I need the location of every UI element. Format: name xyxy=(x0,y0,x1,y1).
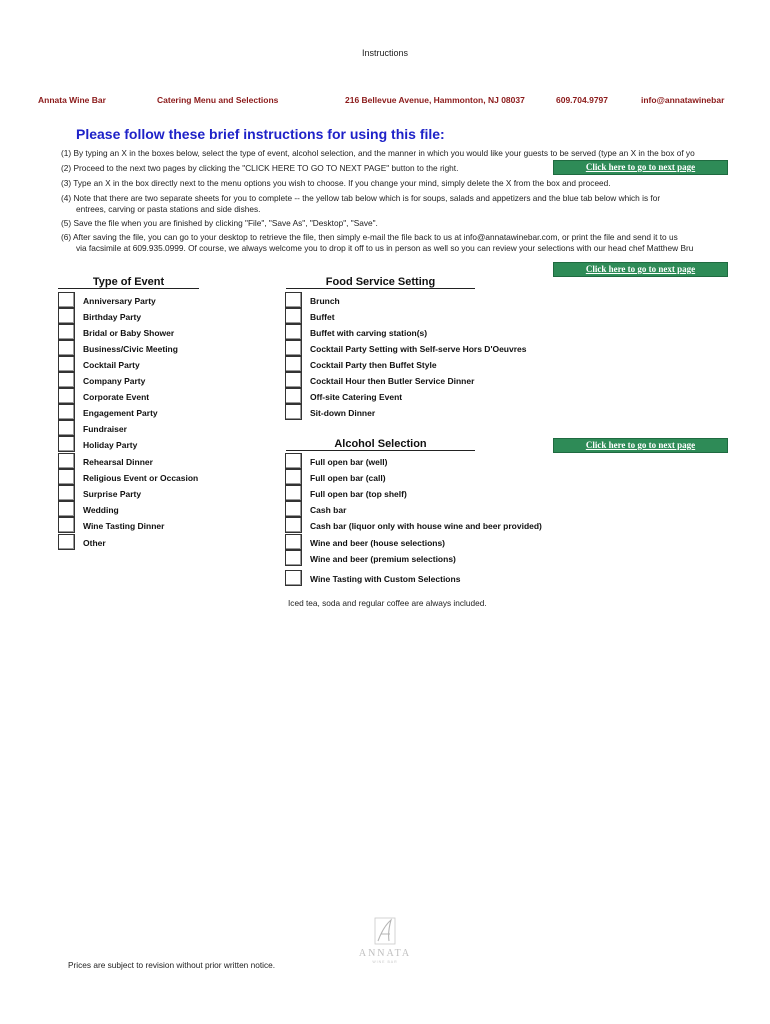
event-checkbox[interactable] xyxy=(58,436,75,452)
food-service-checkbox[interactable] xyxy=(285,404,302,420)
alcohol-label: Cash bar xyxy=(310,505,347,515)
food-service-label: Cocktail Party then Buffet Style xyxy=(310,360,437,370)
alcohol-checkbox[interactable] xyxy=(285,469,302,485)
next-page-link[interactable]: Click here to go to next page xyxy=(553,160,728,175)
logo-mark-icon xyxy=(345,917,425,967)
instruction-line: (5) Save the file when you are finished by clicking "File", "Save As", "Desktop", "Save". xyxy=(61,218,378,228)
header-phone: 609.704.9797 xyxy=(556,95,608,105)
alcohol-label: Wine and beer (premium selections) xyxy=(310,554,456,564)
alcohol-checkbox[interactable] xyxy=(285,501,302,517)
event-checkbox[interactable] xyxy=(58,404,75,420)
food-service-checkbox[interactable] xyxy=(285,356,302,372)
header-email: info@annatawinebar xyxy=(641,95,725,105)
beverage-note: Iced tea, soda and regular coffee are always included. xyxy=(288,598,487,608)
event-checkbox[interactable] xyxy=(58,356,75,372)
food-service-label: Cocktail Hour then Butler Service Dinner xyxy=(310,376,475,386)
food-service-label: Off-site Catering Event xyxy=(310,392,403,402)
food-service-label: Sit-down Dinner xyxy=(310,408,376,418)
event-checkbox[interactable] xyxy=(58,292,75,308)
event-checkbox[interactable] xyxy=(58,340,75,356)
food-service-label: Buffet with carving station(s) xyxy=(310,328,428,338)
alcohol-checkbox[interactable] xyxy=(285,485,302,501)
event-checkbox[interactable] xyxy=(58,388,75,404)
event-label: Wine Tasting Dinner xyxy=(83,521,165,531)
price-notice: Prices are subject to revision without prior written notice. xyxy=(68,960,276,970)
event-checkbox[interactable] xyxy=(58,308,75,324)
logo-text: ANNATA xyxy=(358,948,412,959)
alcohol-checkbox[interactable] xyxy=(285,517,302,533)
alcohol-label: Full open bar (call) xyxy=(310,473,386,483)
header-address: 216 Bellevue Avenue, Hammonton, NJ 08037 xyxy=(345,95,525,105)
event-checkbox[interactable] xyxy=(58,517,75,533)
event-checkbox[interactable] xyxy=(58,453,75,469)
event-label: Corporate Event xyxy=(83,392,150,402)
logo-subtext: WINE BAR xyxy=(372,960,398,964)
food-service-label: Brunch xyxy=(310,296,340,306)
event-label: Company Party xyxy=(83,376,146,386)
event-checkbox[interactable] xyxy=(58,534,75,550)
food-service-checkbox[interactable] xyxy=(285,292,302,308)
instructions-title: Please follow these brief instructions for using this file: xyxy=(76,126,445,142)
event-type-title: Type of Event xyxy=(58,276,199,289)
page-top-title: Instructions xyxy=(361,48,409,58)
food-service-checkbox[interactable] xyxy=(285,308,302,324)
alcohol-checkbox[interactable] xyxy=(285,453,302,469)
instruction-line: (1) By typing an X in the boxes below, select the type of event, alcohol selection, and the manner in which you would like your guests to be served (type an X in the box of yo xyxy=(61,148,695,158)
alcohol-checkbox[interactable] xyxy=(285,534,302,550)
alcohol-label: Full open bar (top shelf) xyxy=(310,489,407,499)
event-checkbox[interactable] xyxy=(58,324,75,340)
instruction-line: (6) After saving the file, you can go to your desktop to retrieve the file, then simply e-mail the file back to us at info@annatawinebar.com, or print the file and send it to us xyxy=(61,232,678,242)
event-label: Fundraiser xyxy=(83,424,127,434)
instruction-line: (3) Type an X in the box directly next to the menu options you wish to choose. If you change your mind, simply delete the X from the box and proceed. xyxy=(61,178,611,188)
event-label: Wedding xyxy=(83,505,119,515)
event-label: Cocktail Party xyxy=(83,360,140,370)
alcohol-label: Wine and beer (house selections) xyxy=(310,538,446,548)
header-company: Annata Wine Bar xyxy=(38,95,106,105)
food-service-label: Buffet xyxy=(310,312,335,322)
food-service-checkbox[interactable] xyxy=(285,324,302,340)
event-checkbox[interactable] xyxy=(58,501,75,517)
header-subtitle: Catering Menu and Selections xyxy=(157,95,279,105)
annata-logo xyxy=(345,917,425,967)
event-label: Rehearsal Dinner xyxy=(83,457,153,467)
instruction-line: (4) Note that there are two separate sheets for you to complete -- the yellow tab below which is for soups, salads and appetizers and the blue tab below which is for xyxy=(61,193,661,203)
food-service-checkbox[interactable] xyxy=(285,372,302,388)
event-label: Engagement Party xyxy=(83,408,158,418)
alcohol-label: Wine Tasting with Custom Selections xyxy=(310,574,461,584)
instruction-line: (2) Proceed to the next two pages by clicking the "CLICK HERE TO GO TO NEXT PAGE" button to the right. xyxy=(61,163,459,173)
food-service-checkbox[interactable] xyxy=(285,340,302,356)
next-page-link[interactable]: Click here to go to next page xyxy=(553,438,728,453)
alcohol-checkbox[interactable] xyxy=(285,550,302,566)
alcohol-label: Cash bar (liquor only with house wine and beer provided) xyxy=(310,521,542,531)
event-label: Bridal or Baby Shower xyxy=(83,328,175,338)
instruction-line: entrees, carving or pasta stations and side dishes. xyxy=(76,204,261,214)
next-page-link[interactable]: Click here to go to next page xyxy=(553,262,728,277)
event-checkbox[interactable] xyxy=(58,469,75,485)
alcohol-label: Full open bar (well) xyxy=(310,457,388,467)
instruction-line: via facsimile at 609.935.0999. Of course, we always welcome you to drop it off to us in person as well so you can review your selections with our head chef Matthew Bru xyxy=(76,243,694,253)
event-label: Religious Event or Occasion xyxy=(83,473,199,483)
alcohol-checkbox[interactable] xyxy=(285,570,302,586)
food-service-checkbox[interactable] xyxy=(285,388,302,404)
event-label: Holiday Party xyxy=(83,440,138,450)
food-service-label: Cocktail Party Setting with Self-serve Hors D'Oeuvres xyxy=(310,344,527,354)
event-label: Birthday Party xyxy=(83,312,142,322)
food-service-title: Food Service Setting xyxy=(286,276,475,289)
event-label: Other xyxy=(83,538,106,548)
event-label: Surprise Party xyxy=(83,489,142,499)
event-checkbox[interactable] xyxy=(58,485,75,501)
event-label: Business/Civic Meeting xyxy=(83,344,178,354)
event-checkbox[interactable] xyxy=(58,372,75,388)
event-checkbox[interactable] xyxy=(58,420,75,436)
event-label: Anniversary Party xyxy=(83,296,156,306)
alcohol-selection-title: Alcohol Selection xyxy=(286,438,475,451)
